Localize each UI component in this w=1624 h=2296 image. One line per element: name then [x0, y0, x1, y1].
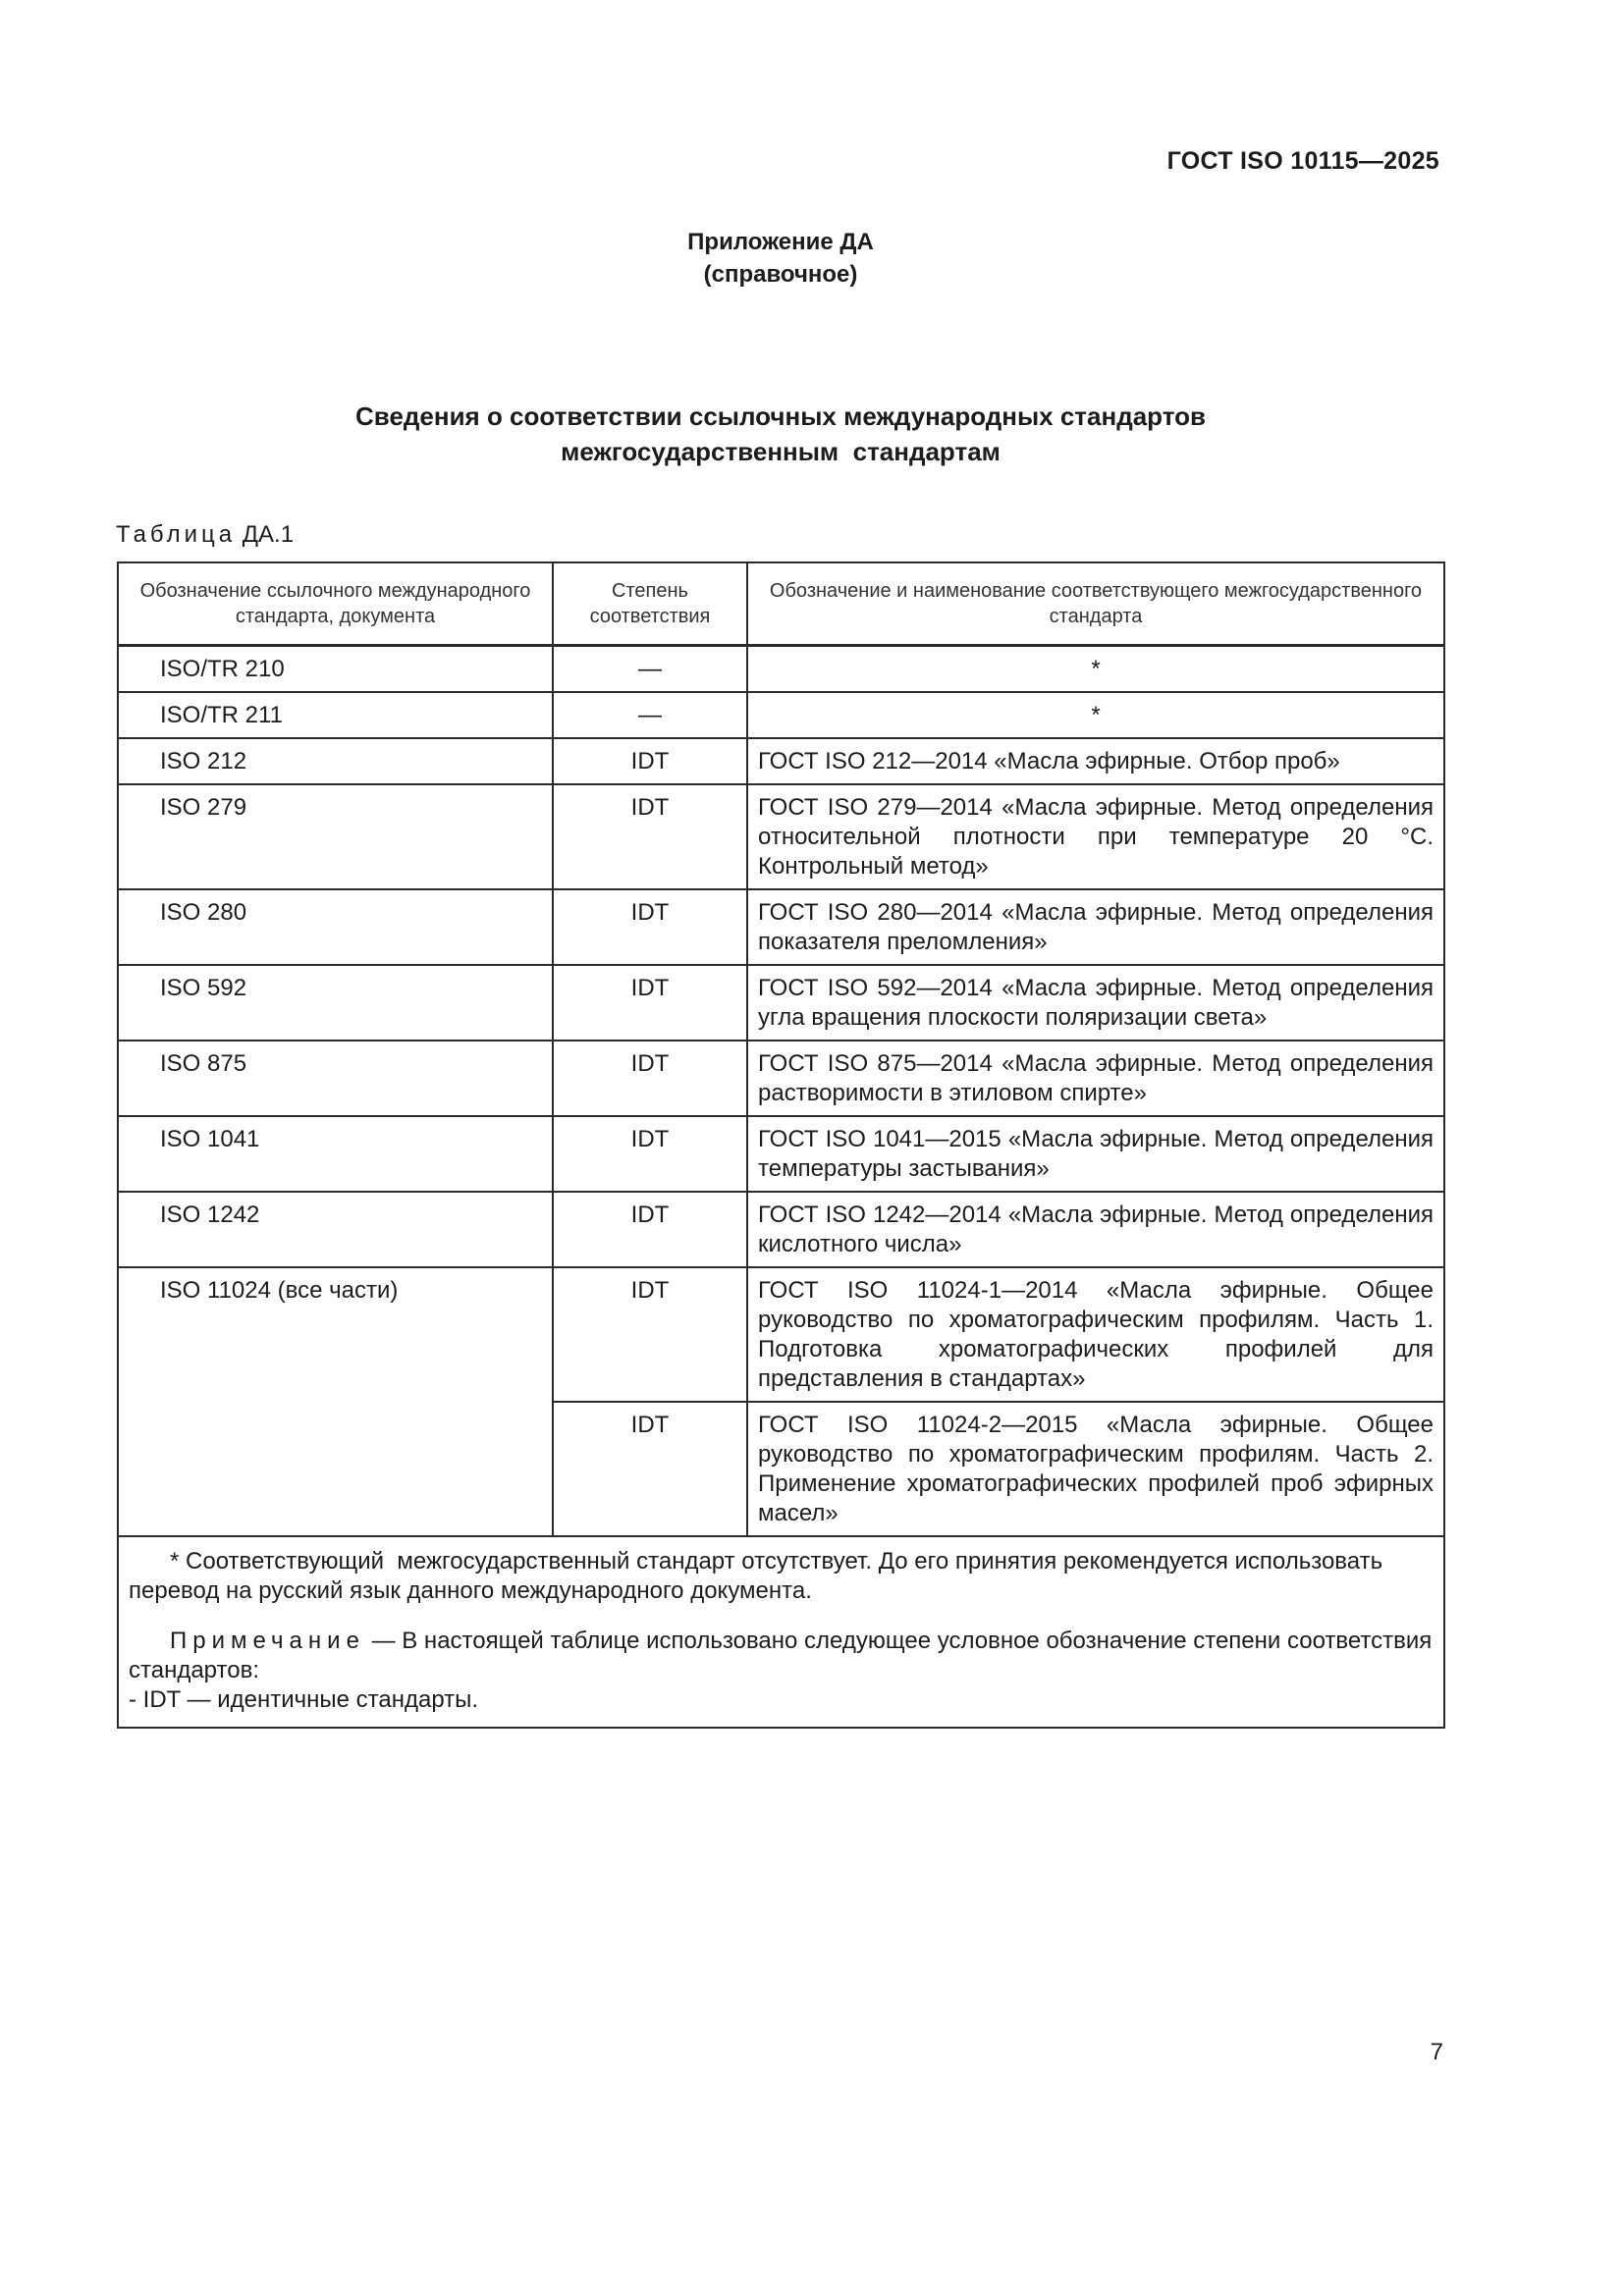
table-row	[118, 784, 1444, 889]
cell-degree: IDT	[553, 1041, 747, 1116]
table-row	[118, 1041, 1444, 1116]
cell-degree: IDT	[553, 965, 747, 1041]
cell-iso: ISO 212	[118, 738, 553, 784]
table-row	[118, 1116, 1444, 1192]
cell-iso: ISO 1242	[118, 1192, 553, 1267]
cell-gost: *	[747, 692, 1444, 738]
cell-gost: ГОСТ ISO 279—2014 «Масла эфирные. Метод определения относительной плотности при температуре 20 °С. Контрольный метод»	[747, 784, 1444, 889]
header-gost: Обозначение и наименование соответствующего межгосударственного стандарта	[747, 562, 1444, 646]
cell-iso: ISO 875	[118, 1041, 553, 1116]
cell-gost: ГОСТ ISO 11024-2—2015 «Масла эфирные. Общее руководство по хроматографическим профилям. Часть 2. Применение хроматографических профилей проб эфирных масел»	[747, 1402, 1444, 1536]
cell-iso: ISO/TR 211	[118, 692, 553, 738]
cell-iso: ISO/TR 210	[118, 646, 553, 693]
cell-gost: ГОСТ ISO 11024-1—2014 «Масла эфирные. Общее руководство по хроматографическим профилям. Часть 1. Подготовка хроматографических профилей для представления в стандартах»	[747, 1267, 1444, 1402]
table-row	[118, 1192, 1444, 1267]
cell-iso: ISO 1041	[118, 1116, 553, 1192]
cell-iso: ISO 279	[118, 784, 553, 889]
cell-gost: ГОСТ ISO 592—2014 «Масла эфирные. Метод определения угла вращения плоскости поляризации света»	[747, 965, 1444, 1041]
table-row	[118, 965, 1444, 1041]
table-notes-row	[118, 1536, 1444, 1728]
cell-degree: IDT	[553, 784, 747, 889]
cell-degree: —	[553, 646, 747, 693]
annex-heading	[0, 226, 1561, 291]
annex-subtitle: (справочное)	[703, 261, 858, 288]
table-row	[118, 692, 1444, 738]
section-title	[0, 399, 1561, 469]
footnote: * Соответствующий межгосударственный стандарт отсутствует. До его принятия рекомендуется использовать перевод на русский язык данного международного документа.	[129, 1548, 1389, 1604]
cell-gost: ГОСТ ISO 212—2014 «Масла эфирные. Отбор проб»	[747, 738, 1444, 784]
table-row	[118, 646, 1444, 693]
cell-iso-merged: ISO 11024 (все части)	[118, 1267, 553, 1536]
cell-iso: ISO 592	[118, 965, 553, 1041]
cell-degree: IDT	[553, 1116, 747, 1192]
note	[129, 1627, 1434, 1685]
table-row-merged	[118, 1267, 1444, 1402]
cell-iso: ISO 280	[118, 889, 553, 965]
cell-degree: —	[553, 692, 747, 738]
table-row	[118, 889, 1444, 965]
standards-table	[117, 561, 1445, 1729]
header-degree: Степень соответствия	[553, 562, 747, 646]
annex-title: Приложение ДА	[687, 229, 874, 255]
table-label	[116, 521, 294, 549]
note-label: Примечание	[170, 1628, 365, 1654]
table-row	[118, 738, 1444, 784]
cell-degree: IDT	[553, 889, 747, 965]
cell-gost: ГОСТ ISO 875—2014 «Масла эфирные. Метод определения растворимости в этиловом спирте»	[747, 1041, 1444, 1116]
cell-gost: ГОСТ ISO 1041—2015 «Масла эфирные. Метод определения температуры застывания»	[747, 1116, 1444, 1192]
cell-gost: *	[747, 646, 1444, 693]
cell-degree: IDT	[553, 1192, 747, 1267]
page-number: 7	[1430, 2039, 1443, 2065]
cell-degree: IDT	[553, 738, 747, 784]
note-text: — В настоящей таблице использовано следующее условное обозначение степени соответствия стандартов:	[129, 1628, 1433, 1683]
table-notes	[118, 1536, 1444, 1728]
section-title-line-1: Сведения о соответствии ссылочных международных стандартов	[355, 401, 1206, 431]
section-title-line-2: межгосударственным стандартам	[561, 437, 1001, 466]
table-label-id: ДА.1	[242, 521, 295, 548]
note-item: - IDT — идентичные стандарты.	[129, 1686, 479, 1713]
table-header-row	[118, 562, 1444, 646]
header-iso: Обозначение ссылочного международного стандарта, документа	[118, 562, 553, 646]
cell-gost: ГОСТ ISO 280—2014 «Масла эфирные. Метод определения показателя преломления»	[747, 889, 1444, 965]
table-label-word: Таблица	[116, 521, 237, 548]
document-code: ГОСТ ISO 10115—2025	[1166, 147, 1439, 175]
cell-gost: ГОСТ ISO 1242—2014 «Масла эфирные. Метод определения кислотного числа»	[747, 1192, 1444, 1267]
cell-degree: IDT	[553, 1402, 747, 1536]
cell-degree: IDT	[553, 1267, 747, 1402]
